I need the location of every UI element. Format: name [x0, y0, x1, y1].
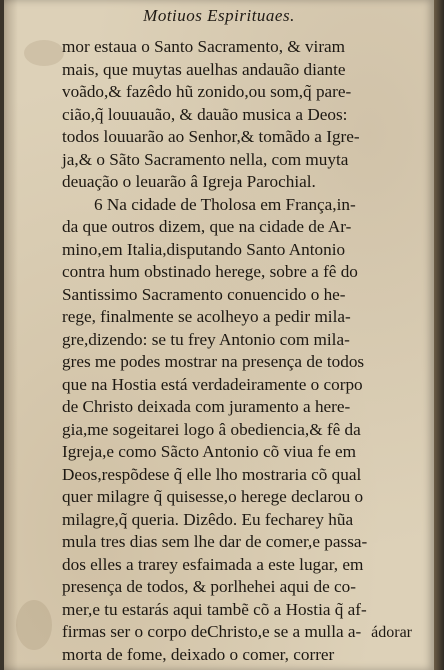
text-line: gia,me sogeitarei logo â obediencia,& fê da [62, 419, 361, 439]
text-line: da que outros dizem, que na cidade de Ar- [62, 217, 352, 236]
text-line: contra hum obstinado herege, sobre a fê do [62, 262, 358, 281]
catchword: ádorar [371, 624, 412, 641]
text-line: mais, que muytas auelhas andauão diante [62, 59, 346, 79]
paragraph-start-line: 6 Na cidade de Tholosa em França,in- [94, 194, 356, 214]
text-line: rege, finalmente se acolheyo a pedir mila- [62, 307, 351, 326]
text-line: quer milagre q̃ quisesse,o herege declarou o [62, 487, 364, 506]
text-line: deuação o leuarão â Igreja Parochial. [62, 172, 316, 191]
text-line: milagre,q̃ queria. Dizêdo. Eu fecharey hũa [62, 509, 354, 529]
text-line: cião,q̃ louuauão, & dauão musica a Deos: [62, 104, 348, 124]
text-line: presença de todos, & porlhehei aqui de co- [62, 577, 356, 596]
text-line: todos louuarão ao Senhor,& tomãdo a Igre- [62, 127, 360, 146]
text-line: gres me podes mostrar na presença de todos [62, 352, 365, 371]
text-line: dos elles a trarey esfaimada a este lugar, em [62, 554, 364, 574]
text-line: ja,& o Sãto Sacramento nella, com muyta [62, 149, 349, 169]
text-line: Deos,respõdese q̃ elle lho mostraria cõ qual [62, 464, 362, 484]
paper-stain [16, 600, 52, 650]
text-line: mula tres dias sem lhe dar de comer,e passa- [62, 532, 368, 551]
text-line: firmas ser o corpo deChristo,e se a mulla a- [62, 622, 362, 641]
text-line: Igreja,e como Sãcto Antonio cõ viua fe em [62, 442, 356, 461]
text-line: de Christo deixada com juramento a here- [62, 397, 351, 416]
text-line: gre,dizendo: se tu frey Antonio com mila- [62, 329, 350, 349]
text-line: mor estaua o Santo Sacramento, & viram [62, 37, 346, 56]
text-line: Santissimo Sacramento conuencido o he- [62, 284, 346, 304]
text-line: mer,e tu estarás aqui tambẽ cõ a Hostia q̃ af- [62, 599, 367, 619]
paper-stain [24, 40, 64, 66]
running-header: Motiuos Espirituaes. [143, 6, 295, 25]
text-line: mino,em Italia,disputando Santo Antonio [62, 239, 346, 259]
page-edge-shadow [434, 0, 444, 670]
text-line: voãdo,& fazêdo hũ zonido,ou som,q̃ pare- [62, 82, 352, 101]
book-page [4, 0, 434, 670]
body-text [62, 36, 422, 666]
text-line: morta de fome, deixado o comer, correr [62, 644, 335, 664]
text-line: que na Hostia está verdadeiramente o corpo [62, 374, 363, 394]
